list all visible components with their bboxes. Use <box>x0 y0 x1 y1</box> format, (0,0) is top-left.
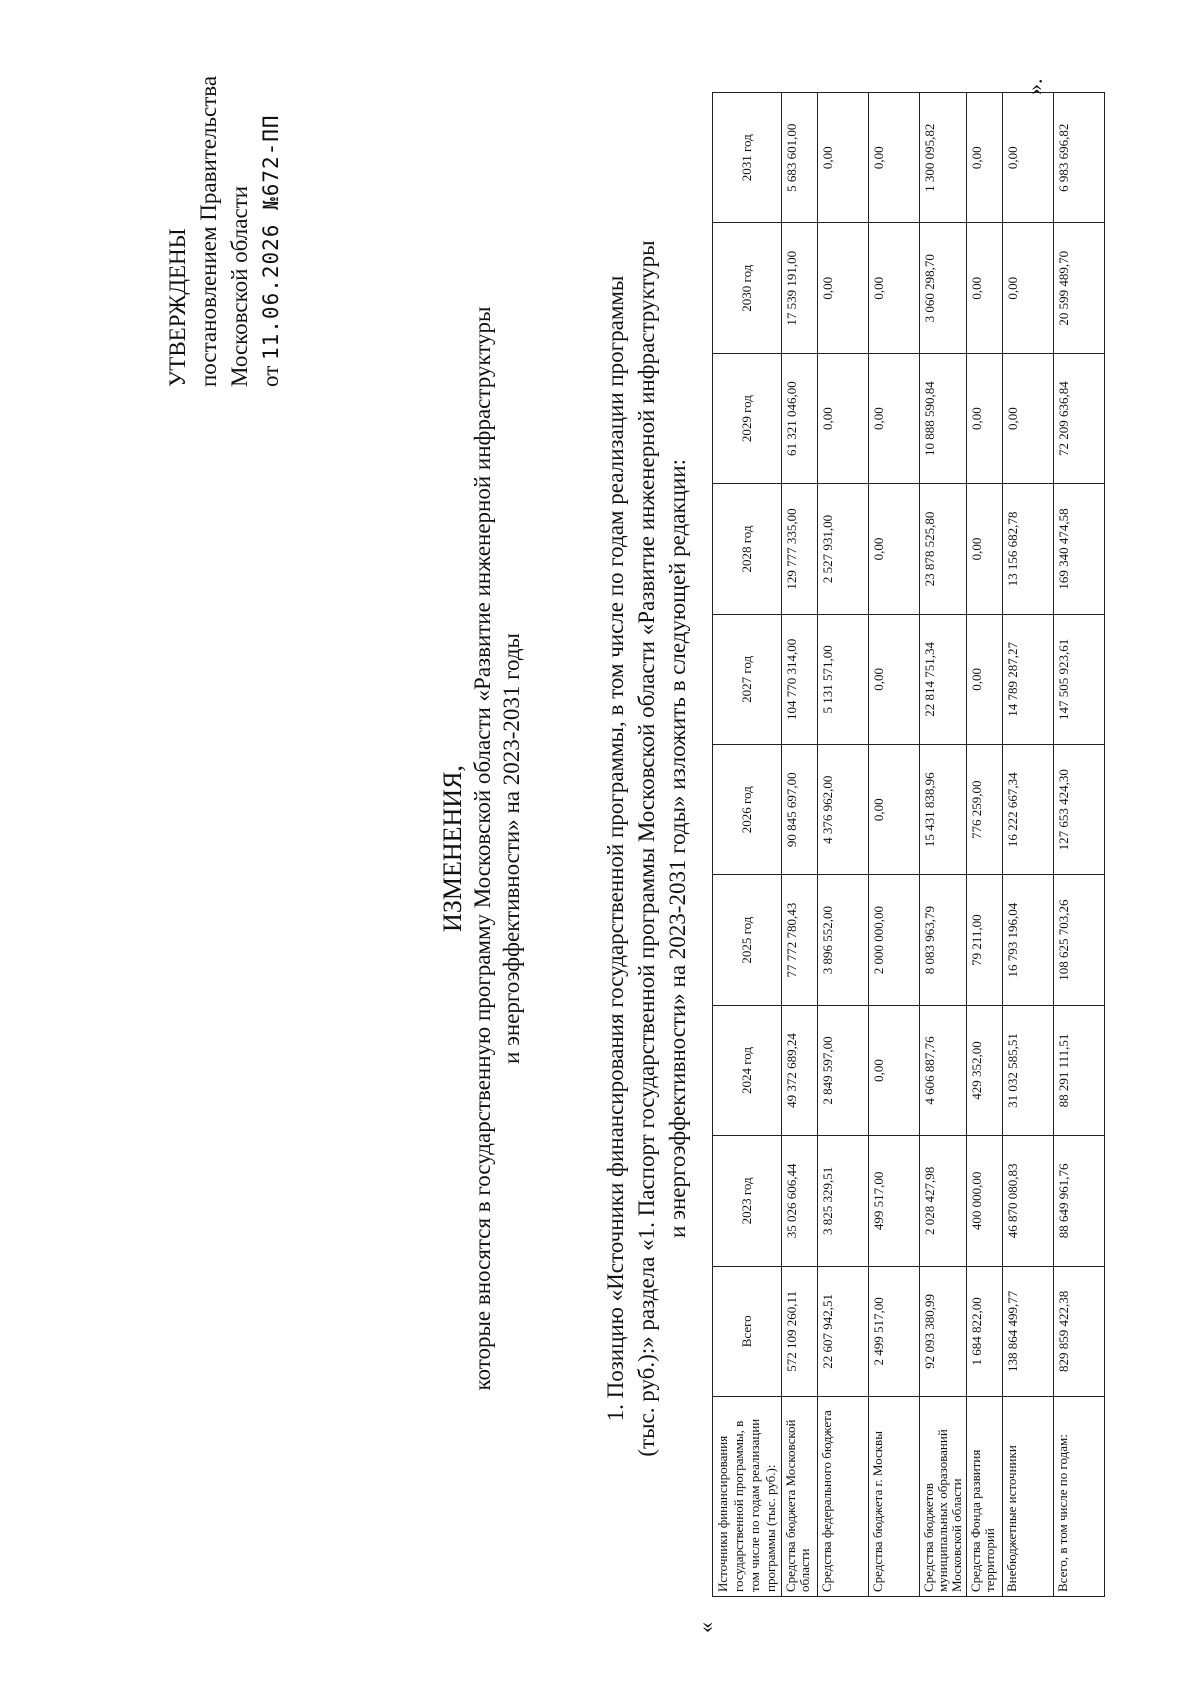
row-label: Средства Фонда развития территорий <box>967 1397 1003 1597</box>
date-number: 11.06.2026 №672-ПП <box>259 114 283 360</box>
table-cell: 49 372 689,24 <box>782 1005 818 1135</box>
table-cell: 0,00 <box>967 93 1003 223</box>
table-cell: 0,00 <box>1003 353 1054 483</box>
table-cell: 23 878 525,80 <box>920 484 967 614</box>
table-cell: 1 684 822,00 <box>967 1266 1003 1396</box>
table-cell: 108 625 703,26 <box>1054 875 1105 1005</box>
column-header: 2027 год <box>713 614 782 744</box>
table-row <box>920 93 967 1597</box>
table-cell: 138 864 499,77 <box>1003 1266 1054 1396</box>
table-cell: 15 431 838,96 <box>920 745 967 875</box>
column-header: 2030 год <box>713 223 782 353</box>
approval-title: УТВЕРЖДЕНЫ <box>165 228 190 387</box>
table-cell: 72 209 636,84 <box>1054 353 1105 483</box>
table-cell: 0,00 <box>967 223 1003 353</box>
table-cell: 8 083 963,79 <box>920 875 967 1005</box>
document-heading <box>438 0 526 1697</box>
row-label: Средства федерального бюджета <box>818 1397 869 1597</box>
row-label: Средства бюджета г. Москвы <box>869 1397 920 1597</box>
table-cell: 0,00 <box>818 223 869 353</box>
table-cell: 16 793 196,04 <box>1003 875 1054 1005</box>
row-label: Внебюджетные источники <box>1003 1397 1054 1597</box>
table-cell: 35 026 606,44 <box>782 1136 818 1266</box>
table-cell: 0,00 <box>1003 223 1054 353</box>
heading-line: и энергоэффективности» на 2023-2031 годы <box>499 632 524 1065</box>
financing-table <box>712 92 1105 1597</box>
table-cell: 5 683 601,00 <box>782 93 818 223</box>
header-label: Источники финансирования государственной программы, в том числе по годам реализации программы (тыс. руб.): <box>713 1397 782 1597</box>
table-row-total <box>1054 93 1105 1597</box>
row-label: Средства бюджета Московской области <box>782 1397 818 1597</box>
table-cell: 10 888 590,84 <box>920 353 967 483</box>
table-row <box>782 93 818 1597</box>
column-header: 2029 год <box>713 353 782 483</box>
table-cell: 3 896 552,00 <box>818 875 869 1005</box>
table-cell: 0,00 <box>818 93 869 223</box>
table-cell: 0,00 <box>1003 93 1054 223</box>
table-cell: 61 321 046,00 <box>782 353 818 483</box>
table-cell: 776 259,00 <box>967 745 1003 875</box>
table-cell: 572 109 260,11 <box>782 1266 818 1396</box>
table-cell: 4 376 962,00 <box>818 745 869 875</box>
column-header: 2026 год <box>713 745 782 875</box>
approval-line: Московской области <box>227 185 252 387</box>
table-cell: 0,00 <box>967 614 1003 744</box>
table-cell: 104 770 314,00 <box>782 614 818 744</box>
table-cell: 400 000,00 <box>967 1136 1003 1266</box>
clause-line: (тыс. руб.):» раздела «1. Паспорт государственной программы Московской области «Развитие инженерной инфраструктуры <box>634 240 659 1457</box>
approval-block <box>162 76 287 387</box>
table-cell: 90 845 697,00 <box>782 745 818 875</box>
table-cell: 22 814 751,34 <box>920 614 967 744</box>
table-cell: 0,00 <box>869 223 920 353</box>
column-header: 2025 год <box>713 875 782 1005</box>
table-cell: 2 000 000,00 <box>869 875 920 1005</box>
table-cell: 14 789 287,27 <box>1003 614 1054 744</box>
column-header: 2028 год <box>713 484 782 614</box>
date-prefix: от <box>258 365 283 387</box>
table-cell: 169 340 474,58 <box>1054 484 1105 614</box>
table-row <box>967 93 1003 1597</box>
table-cell: 0,00 <box>869 614 920 744</box>
table-cell: 3 825 329,51 <box>818 1136 869 1266</box>
table-cell: 129 777 335,00 <box>782 484 818 614</box>
table-cell: 2 527 931,00 <box>818 484 869 614</box>
table-row <box>1003 93 1054 1597</box>
table-cell: 0,00 <box>869 745 920 875</box>
table-cell: 92 093 380,99 <box>920 1266 967 1396</box>
table-cell: 829 859 422,38 <box>1054 1266 1105 1396</box>
approval-line: постановлением Правительства <box>196 75 221 387</box>
table-cell: 0,00 <box>869 1005 920 1135</box>
clause-text <box>600 0 693 1697</box>
table-cell: 3 060 298,70 <box>920 223 967 353</box>
column-header: 2023 год <box>713 1136 782 1266</box>
clause-line: 1. Позицию «Источники финансирования государственной программы, в том числе по годам реализации программы <box>603 275 628 1422</box>
table-cell: 0,00 <box>967 484 1003 614</box>
table-row <box>818 93 869 1597</box>
column-header: Всего <box>713 1266 782 1396</box>
table-cell: 2 499 517,00 <box>869 1266 920 1396</box>
table-cell: 0,00 <box>967 353 1003 483</box>
table-row <box>869 93 920 1597</box>
table-cell: 31 032 585,51 <box>1003 1005 1054 1135</box>
table-cell: 1 300 095,82 <box>920 93 967 223</box>
table-cell: 4 606 887,76 <box>920 1005 967 1135</box>
clause-line: и энергоэффективности» на 2023-2031 годы» изложить в следующей редакции: <box>665 459 690 1238</box>
table-cell: 429 352,00 <box>967 1005 1003 1135</box>
column-header: 2031 год <box>713 93 782 223</box>
row-label: Всего, в том числе по годам: <box>1054 1397 1105 1597</box>
table-cell: 77 772 780,43 <box>782 875 818 1005</box>
table-header-row <box>713 93 782 1597</box>
table-cell: 5 131 571,00 <box>818 614 869 744</box>
table-cell: 147 505 923,61 <box>1054 614 1105 744</box>
column-header: 2024 год <box>713 1005 782 1135</box>
table-cell: 0,00 <box>869 353 920 483</box>
approval-date <box>255 76 287 387</box>
table-cell: 127 653 424,30 <box>1054 745 1105 875</box>
heading-line: которые вносятся в государственную программу Московской области «Развитие инженерной инфраструктуры <box>470 306 495 1391</box>
open-quote: « <box>693 1622 718 1633</box>
table-cell: 0,00 <box>869 93 920 223</box>
table-cell: 0,00 <box>818 353 869 483</box>
table-cell: 6 983 696,82 <box>1054 93 1105 223</box>
table-cell: 46 870 080,83 <box>1003 1136 1054 1266</box>
table-cell: 2 028 427,98 <box>920 1136 967 1266</box>
table-cell: 88 291 111,51 <box>1054 1005 1105 1135</box>
table-cell: 13 156 682,78 <box>1003 484 1054 614</box>
table-cell: 16 222 667,34 <box>1003 745 1054 875</box>
table-cell: 79 211,00 <box>967 875 1003 1005</box>
close-quote: ». <box>1022 78 1047 95</box>
table-cell: 88 649 961,76 <box>1054 1136 1105 1266</box>
table-cell: 499 517,00 <box>869 1136 920 1266</box>
table-cell: 20 599 489,70 <box>1054 223 1105 353</box>
table-cell: 2 849 597,00 <box>818 1005 869 1135</box>
table-cell: 0,00 <box>869 484 920 614</box>
table-cell: 22 607 942,51 <box>818 1266 869 1396</box>
heading-title: ИЗМЕНЕНИЯ, <box>438 765 467 932</box>
row-label: Средства бюджетов муниципальных образований Московской области <box>920 1397 967 1597</box>
table-cell: 17 539 191,00 <box>782 223 818 353</box>
